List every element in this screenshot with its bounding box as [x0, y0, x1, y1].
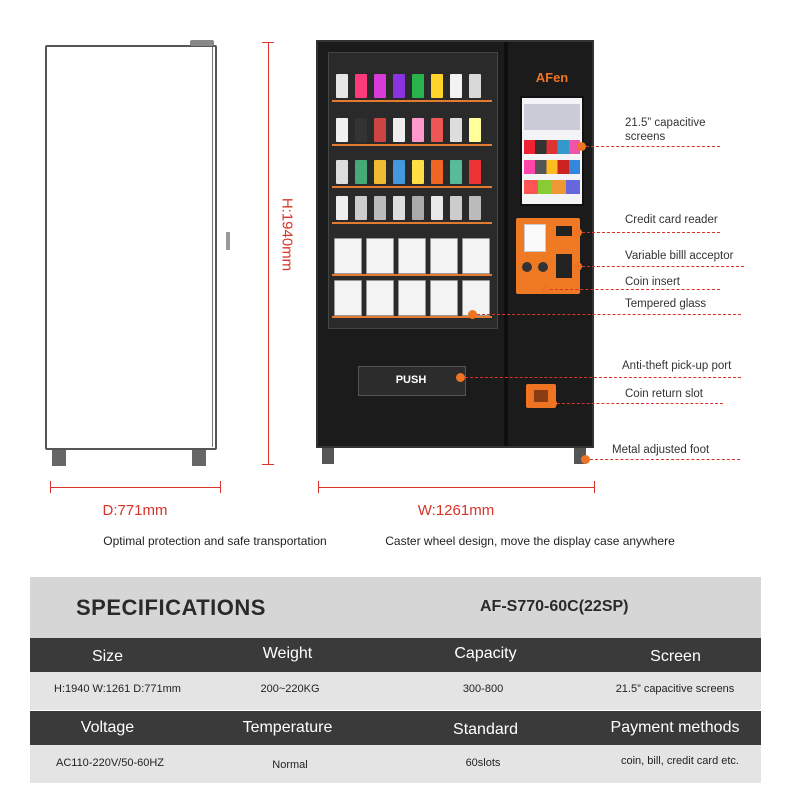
width-label: W:1261mm — [417, 502, 495, 519]
screen-product-row-3 — [524, 180, 580, 194]
spec-header-voltage: Voltage — [80, 719, 135, 736]
payment-panel — [516, 218, 580, 294]
callout-foot: Metal adjusted foot — [612, 444, 710, 456]
shelf-rail — [332, 186, 492, 188]
product-item — [412, 74, 424, 98]
callout-bill-acceptor: Variable billl acceptor — [625, 250, 734, 262]
product-item — [431, 196, 443, 220]
product-box — [366, 280, 394, 316]
side-view-handle — [226, 232, 230, 250]
callout-dot-tempered-glass — [468, 310, 477, 319]
callout-dot-foot — [581, 455, 590, 464]
side-view-door-edge — [212, 47, 217, 447]
product-item — [469, 74, 481, 98]
product-box — [398, 238, 426, 274]
callout-dot-coin-insert — [541, 285, 550, 294]
product-item — [469, 196, 481, 220]
product-item — [374, 196, 386, 220]
callout-dot-card-reader — [573, 228, 582, 237]
push-label: PUSH — [395, 374, 427, 386]
callout-card-reader: Credit card reader — [625, 214, 718, 226]
callout-line-coin-return — [557, 403, 723, 404]
product-item — [393, 118, 405, 142]
spec-header-standard: Standard — [453, 721, 518, 738]
spec-value-voltage: AC110-220V/50-60HZ — [55, 757, 165, 769]
shelf-rail — [332, 274, 492, 276]
screen-banner — [524, 104, 580, 130]
side-view-hinge — [190, 40, 214, 46]
caption-left: Optimal protection and safe transportation — [103, 534, 327, 548]
spec-value-row-2 — [30, 745, 761, 783]
callout-dot-bill-acceptor — [573, 262, 582, 271]
shelf-rail — [332, 100, 492, 102]
product-item — [431, 74, 443, 98]
front-foot-left — [322, 448, 334, 464]
spec-header-payment: Payment methods — [610, 719, 740, 736]
door-divider — [504, 42, 508, 446]
product-box — [462, 280, 490, 316]
spec-header-capacity: Capacity — [454, 645, 517, 662]
side-view-foot-right — [192, 450, 206, 466]
spec-value-screen: 21.5” capacitive screens — [615, 683, 735, 695]
product-item — [336, 196, 348, 220]
spec-header-weight: Weight — [262, 645, 313, 662]
screen-product-row-1 — [524, 140, 580, 154]
spec-value-weight: 200~220KG — [260, 683, 320, 695]
product-item — [431, 160, 443, 184]
product-box — [430, 280, 458, 316]
callout-line-tempered-glass — [477, 314, 741, 315]
spec-value-payment: coin, bill, credit card etc. — [621, 755, 739, 767]
product-box — [398, 280, 426, 316]
depth-dimension-line — [50, 487, 220, 488]
coin-button-1 — [522, 262, 532, 272]
product-item — [450, 118, 462, 142]
callout-line-card-reader — [582, 232, 720, 233]
product-box — [430, 238, 458, 274]
width-dimension-line — [318, 487, 594, 488]
callout-dot-screens — [577, 142, 586, 151]
product-item — [336, 74, 348, 98]
callout-dot-coin-return — [548, 399, 557, 408]
spec-value-size: H:1940 W:1261 D:771mm — [54, 683, 181, 695]
card-reader-slot — [556, 226, 572, 236]
product-item — [336, 118, 348, 142]
screen-product-row-2 — [524, 160, 580, 174]
brand-logo: AFen — [535, 70, 569, 85]
coin-button-2 — [538, 262, 548, 272]
product-item — [450, 74, 462, 98]
product-item — [450, 196, 462, 220]
bill-acceptor — [556, 254, 572, 278]
callout-line-foot — [590, 459, 740, 460]
depth-dimension-tick-left — [50, 481, 51, 493]
touch-screen — [520, 96, 584, 206]
product-item — [374, 74, 386, 98]
callout-coin-return: Coin return slot — [625, 388, 703, 400]
shelf-rail — [332, 144, 492, 146]
height-dimension-tick-bottom — [262, 464, 274, 465]
spec-value-row-1 — [30, 672, 761, 710]
spec-header-row-1 — [30, 638, 761, 672]
callout-line-coin-insert — [550, 289, 720, 290]
product-box — [462, 238, 490, 274]
specifications-title: SPECIFICATIONS — [76, 595, 266, 620]
product-item — [412, 160, 424, 184]
product-item — [355, 160, 367, 184]
product-item — [355, 74, 367, 98]
product-item — [412, 118, 424, 142]
product-item — [469, 118, 481, 142]
depth-dimension-tick-right — [220, 481, 221, 493]
callout-dot-pickup-port — [456, 373, 465, 382]
height-label: H:1940mm — [278, 197, 296, 272]
product-item — [374, 118, 386, 142]
product-item — [355, 196, 367, 220]
width-dimension-tick-left — [318, 481, 319, 493]
product-box — [334, 280, 362, 316]
product-item — [393, 160, 405, 184]
spec-header-size: Size — [91, 648, 124, 665]
side-view-cabinet — [45, 45, 217, 450]
callout-line-screens — [586, 146, 720, 147]
callout-line-pickup-port — [465, 377, 741, 378]
callout-pickup-port: Anti-theft pick-up port — [622, 360, 732, 372]
product-item — [374, 160, 386, 184]
callout-coin-insert: Coin insert — [625, 276, 680, 288]
product-box — [366, 238, 394, 274]
width-dimension-tick-right — [594, 481, 595, 493]
callout-screens: 21.5” capacitive screens — [625, 117, 706, 143]
spec-header-temperature: Temperature — [242, 719, 333, 736]
spec-value-temperature: Normal — [272, 759, 308, 771]
spec-header-screen: Screen — [650, 648, 701, 665]
product-item — [336, 160, 348, 184]
product-item — [450, 160, 462, 184]
product-box — [334, 238, 362, 274]
side-view-foot-left — [52, 450, 66, 466]
product-shelves — [328, 52, 496, 327]
depth-label: D:771mm — [102, 502, 168, 519]
spec-value-standard: 60slots — [465, 757, 501, 769]
product-item — [469, 160, 481, 184]
product-item — [355, 118, 367, 142]
spec-header-row-2 — [30, 711, 761, 745]
callout-line-bill-acceptor — [582, 266, 744, 267]
caption-right: Caster wheel design, move the display case anywhere — [385, 534, 675, 548]
coin-return-opening — [534, 390, 548, 402]
product-item — [393, 196, 405, 220]
keypad — [524, 224, 546, 252]
callout-tempered-glass: Tempered glass — [625, 298, 707, 310]
product-item — [412, 196, 424, 220]
product-item — [393, 74, 405, 98]
spec-value-capacity: 300-800 — [462, 683, 504, 695]
height-dimension-line — [268, 42, 269, 464]
product-item — [431, 118, 443, 142]
height-dimension-tick-top — [262, 42, 274, 43]
model-number: AF-S770-60C(22SP) — [480, 598, 629, 615]
shelf-rail — [332, 222, 492, 224]
